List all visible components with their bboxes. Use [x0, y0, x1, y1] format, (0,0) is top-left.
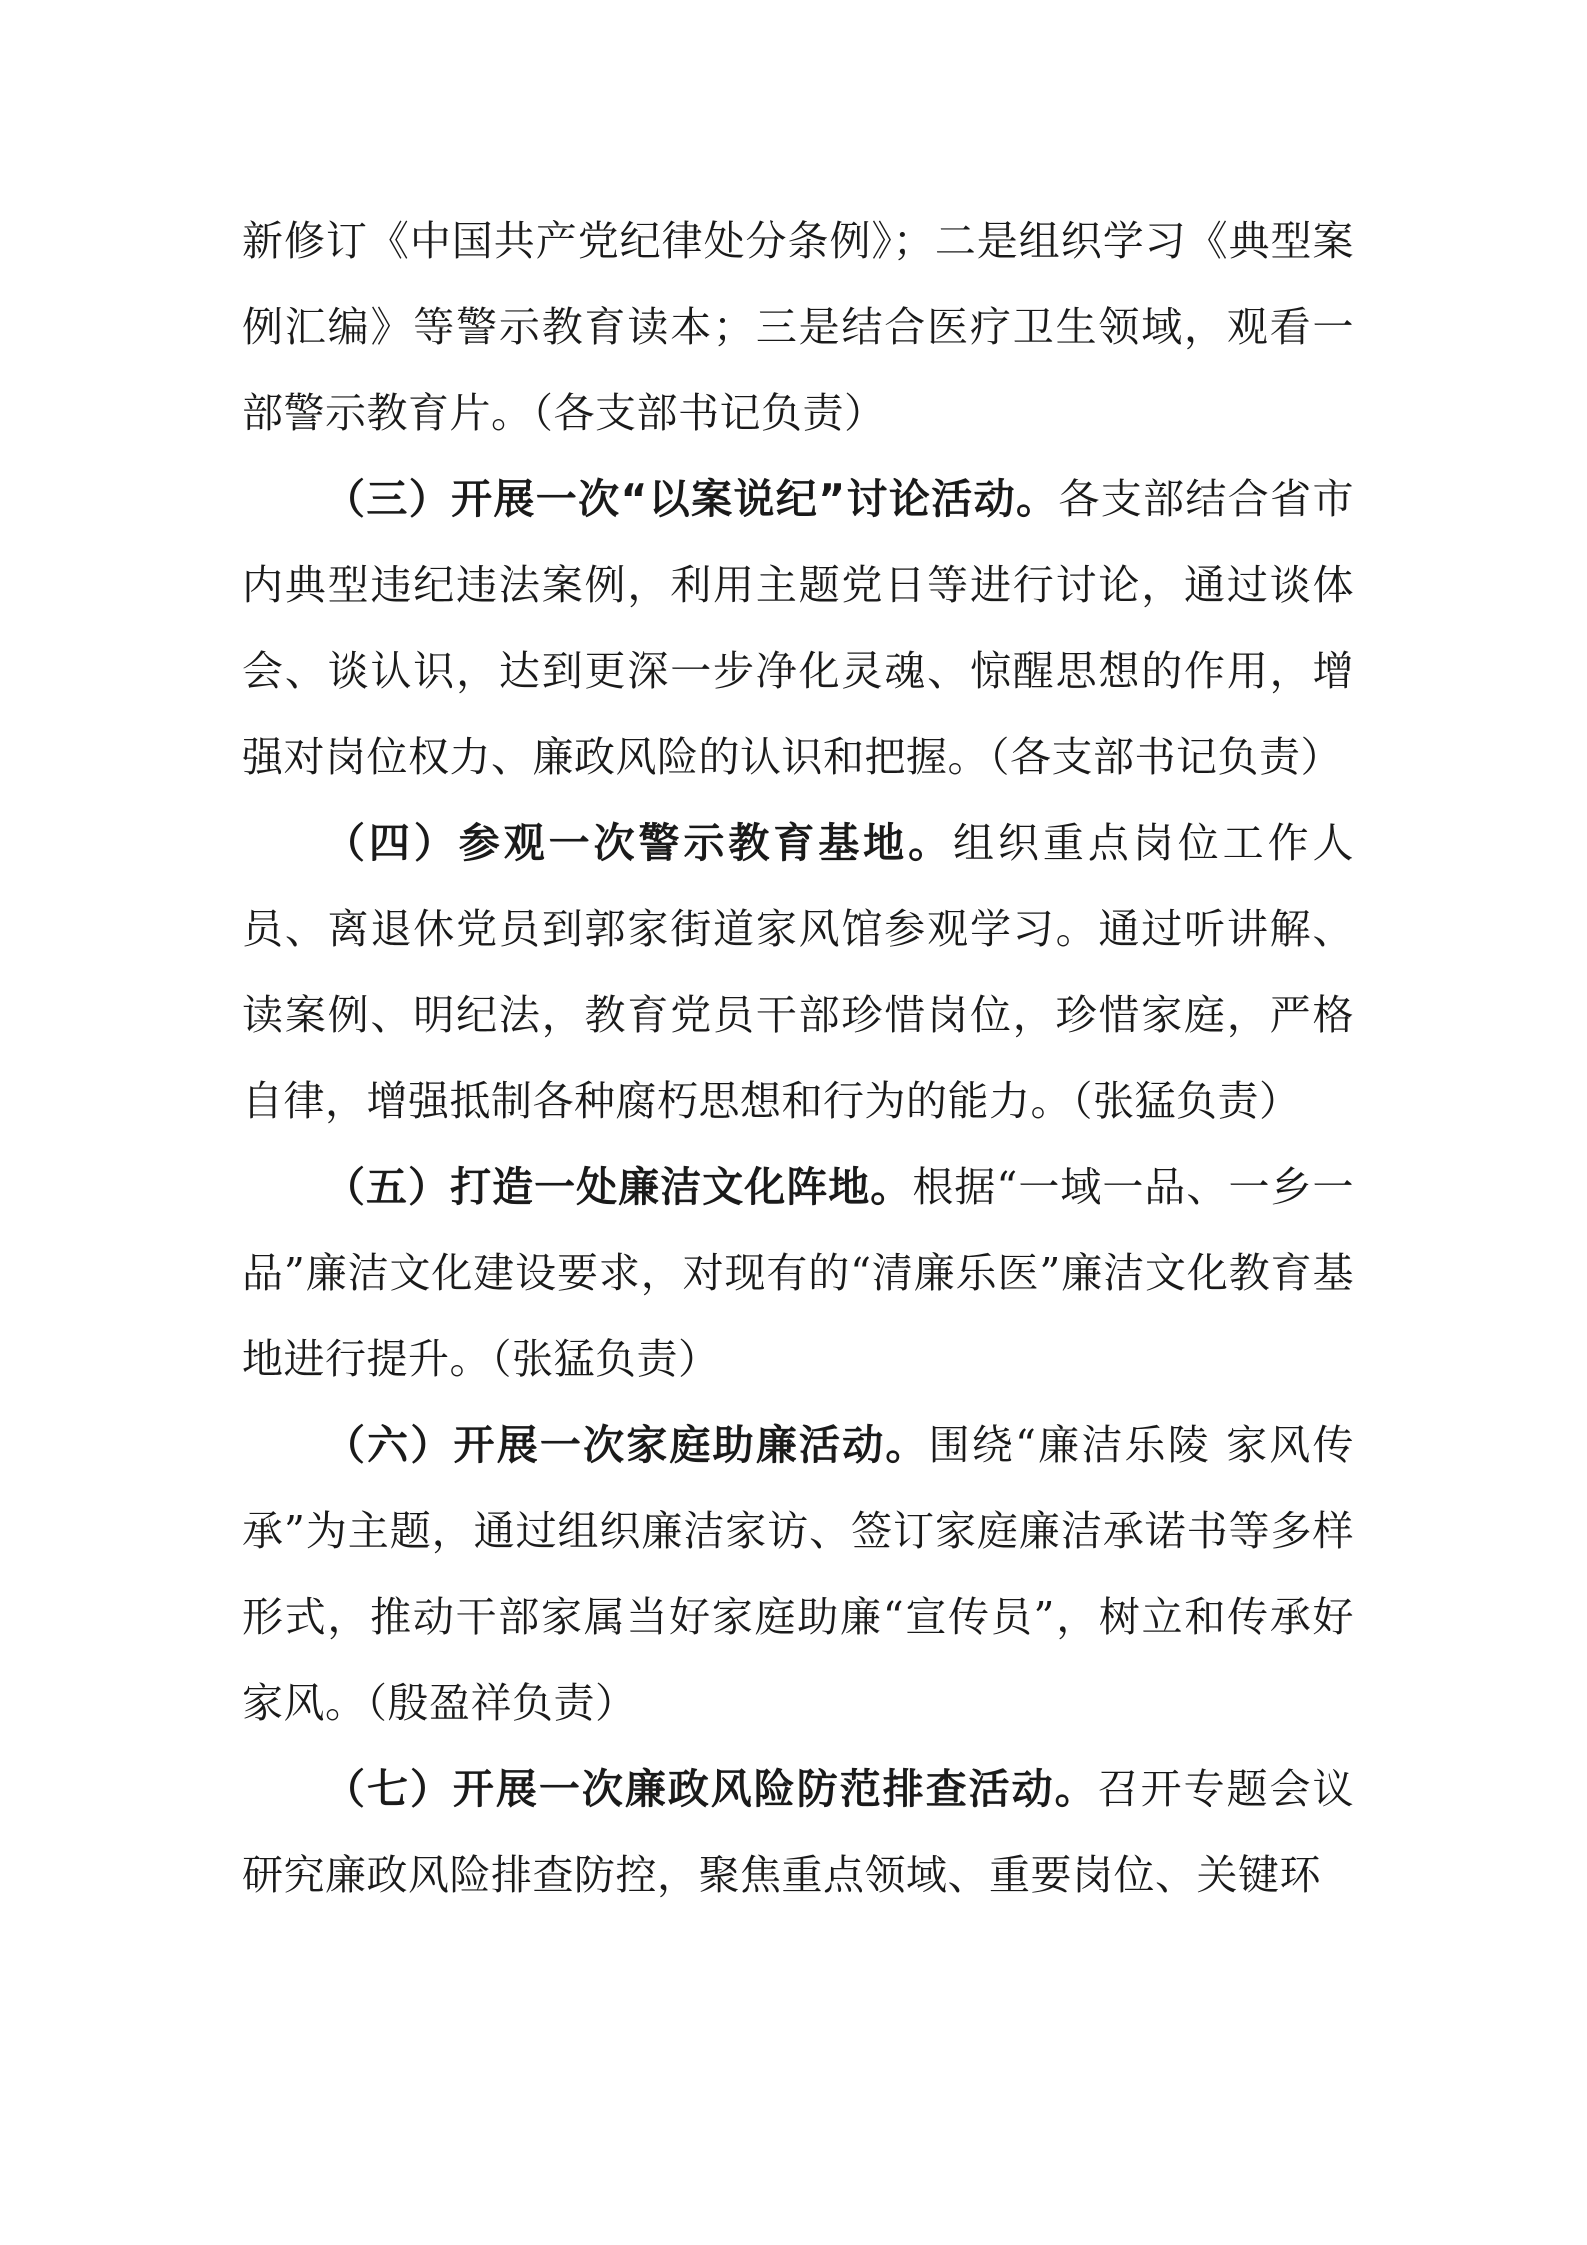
section-heading: （六）开展一次家庭助廉活动。	[324, 1421, 929, 1469]
paragraph-body: 根据“一域一品、一乡一品”廉洁文化建设要求，对现有的“清廉乐医”廉洁文化教育基地进行提升。（张猛负责）	[242, 1163, 1354, 1383]
paragraph-section-6	[242, 1402, 1354, 1746]
paragraph-section-7	[242, 1746, 1354, 1918]
paragraph-section-4	[242, 800, 1354, 1144]
paragraph-body: 围绕“廉洁乐陵 家风传承”为主题，通过组织廉洁家访、签订家庭廉洁承诺书等多样形式，推动干部家属当好家庭助廉“宣传员”，树立和传承好家风。（殷盈祥负责）	[242, 1421, 1354, 1727]
paragraph-body: 召开专题会议研究廉政风险排查防控，聚焦重点领域、重要岗位、关键环	[242, 1765, 1355, 1899]
paragraph-body: 各支部结合省市内典型违纪违法案例，利用主题党日等进行讨论，通过谈体会、谈认识，达到更深一步净化灵魂、惊醒思想的作用，增强对岗位权力、廉政风险的认识和把握。（各支部书记负责）	[242, 475, 1354, 781]
paragraph-body: 新修订《中国共产党纪律处分条例》；二是组织学习《典型案例汇编》等警示教育读本；三是结合医疗卫生领域，观看一部警示教育片。（各支部书记负责）	[242, 217, 1354, 437]
section-heading: （三）开展一次“以案说纪”讨论活动。	[324, 475, 1059, 523]
document-body	[242, 198, 1354, 1918]
section-heading: （四）参观一次警示教育基地。	[324, 819, 954, 867]
paragraph-section-5	[242, 1144, 1354, 1402]
paragraph-body: 组织重点岗位工作人员、离退休党员到郭家街道家风馆参观学习。通过听讲解、读案例、明纪法，教育党员干部珍惜岗位，珍惜家庭，严格自律，增强抵制各种腐朽思想和行为的能力。（张猛负责）	[242, 819, 1355, 1125]
section-heading: （五）打造一处廉洁文化阵地。	[324, 1163, 913, 1211]
paragraph-section-3	[242, 456, 1354, 800]
section-heading: （七）开展一次廉政风险防范排查活动。	[324, 1765, 1098, 1813]
paragraph-continuation	[242, 198, 1354, 456]
